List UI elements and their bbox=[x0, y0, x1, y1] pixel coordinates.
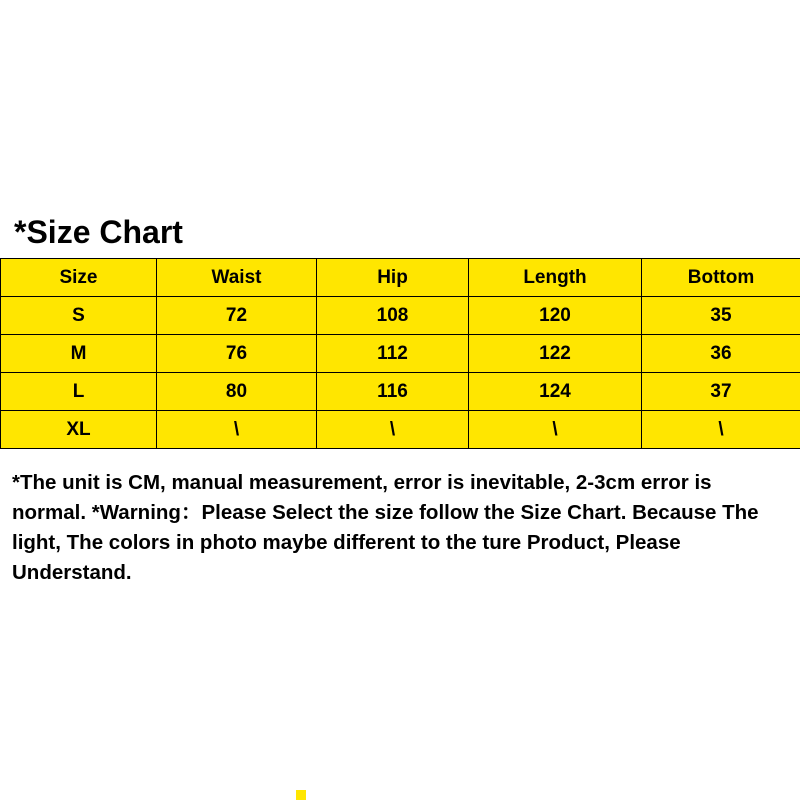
table-row bbox=[1, 373, 800, 411]
column-header-length: Length bbox=[469, 259, 642, 297]
cell-waist: \ bbox=[157, 411, 317, 449]
note-line-1: *The unit is CM, manual measurement, error is inevitable, 2-3cm error bbox=[12, 471, 689, 494]
cell-bottom: \ bbox=[642, 411, 800, 449]
decorative-mark bbox=[296, 790, 306, 800]
cell-hip: 116 bbox=[317, 373, 469, 411]
table-row bbox=[1, 411, 800, 449]
cell-hip: 108 bbox=[317, 297, 469, 335]
cell-length: 120 bbox=[469, 297, 642, 335]
cell-size: S bbox=[1, 297, 157, 335]
column-header-bottom: Bottom bbox=[642, 259, 800, 297]
column-header-hip: Hip bbox=[317, 259, 469, 297]
cell-size: L bbox=[1, 373, 157, 411]
column-header-size: Size bbox=[1, 259, 157, 297]
cell-size: XL bbox=[1, 411, 157, 449]
table-row bbox=[1, 297, 800, 335]
cell-length: 122 bbox=[469, 335, 642, 373]
cell-waist: 80 bbox=[157, 373, 317, 411]
size-chart-table bbox=[0, 258, 800, 449]
cell-waist: 76 bbox=[157, 335, 317, 373]
note-line-2: is normal. *Warning：Please Select the size follow the Size Chart. bbox=[12, 471, 712, 524]
cell-hip: \ bbox=[317, 411, 469, 449]
cell-size: M bbox=[1, 335, 157, 373]
table-row bbox=[1, 335, 800, 373]
cell-bottom: 35 bbox=[642, 297, 800, 335]
note-line-3: Because The light, The colors in photo maybe different to the ture bbox=[12, 501, 759, 554]
column-header-waist: Waist bbox=[157, 259, 317, 297]
measurement-note bbox=[12, 468, 790, 588]
cell-hip: 112 bbox=[317, 335, 469, 373]
cell-bottom: 37 bbox=[642, 373, 800, 411]
cell-length: 124 bbox=[469, 373, 642, 411]
page-title: *Size Chart bbox=[14, 214, 183, 250]
cell-bottom: 36 bbox=[642, 335, 800, 373]
cell-waist: 72 bbox=[157, 297, 317, 335]
cell-length: \ bbox=[469, 411, 642, 449]
note-line-4: Product, Please Understand. bbox=[12, 531, 681, 584]
table-header-row bbox=[1, 259, 800, 297]
